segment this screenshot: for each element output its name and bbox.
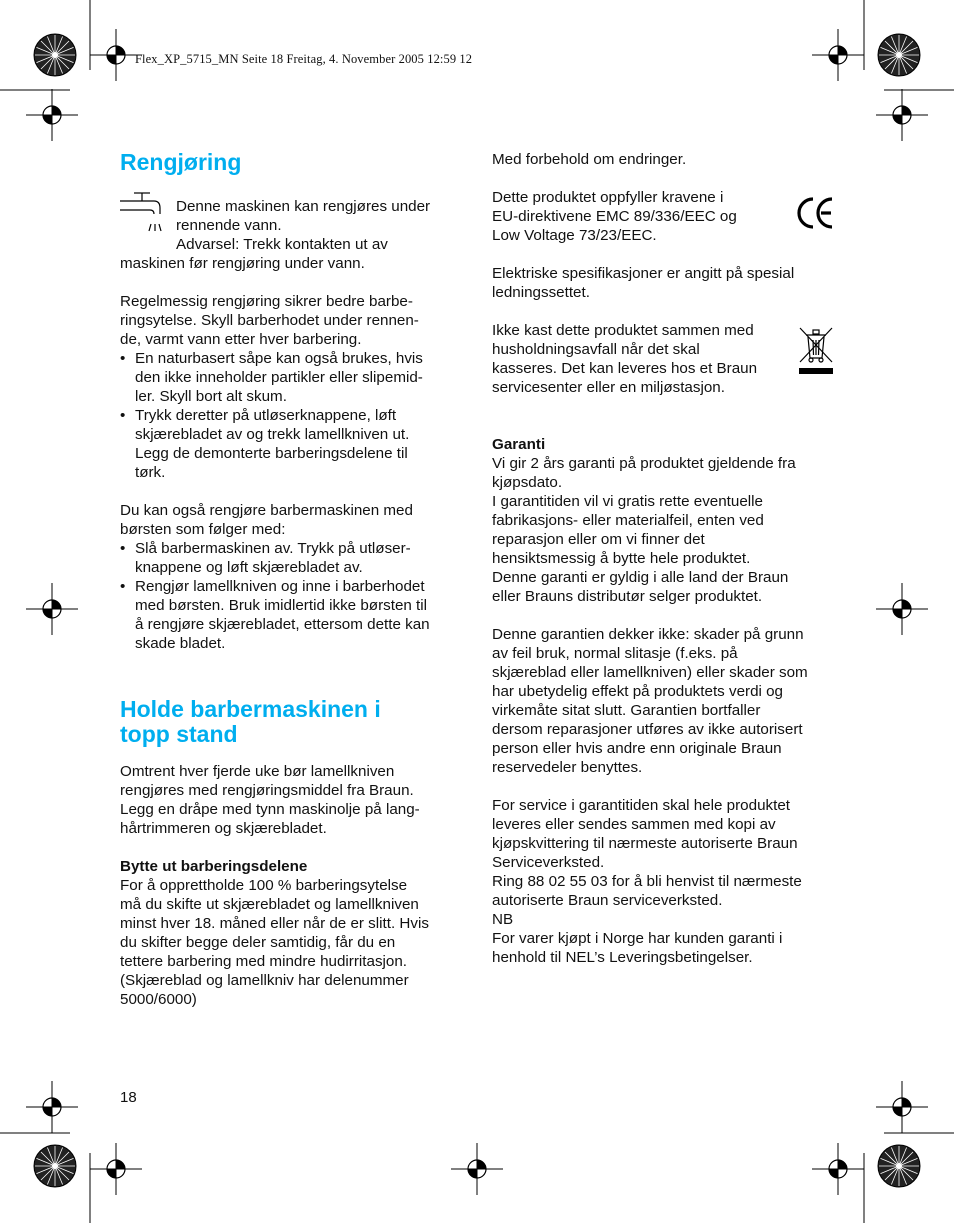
brush-intro: Du kan også rengjøre barbermaskinen med børsten som følger med: xyxy=(120,502,413,538)
list-item: • Slå barbermaskinen av. Trykk på utløser- knappene og løft skjærebladet av. xyxy=(120,539,465,577)
maintenance-text: Omtrent hver fjerde uke bør lamellkniven rengjøres med rengjøringsmiddel fra Braun. Legg en dråpe med tynn maskinolje på lang- hårtrimmeren og skjærebladet. xyxy=(120,763,420,837)
garanti-text-3: For service i garantitiden skal hele produktet leveres eller sendes sammen med kopi av kjøpskvittering til nærmeste autoriserte Braun Serviceverksted. Ring 88 02 55 03 for å bli henvist til nærmeste autoriserte Braun serviceverksted. NB For varer kjøpt i Norge har kunden garanti i henhold til NEL’s Leveringsbetingelser. xyxy=(492,797,802,966)
disposal-text: Ikke kast dette produktet sammen med husholdningsavfall når det skal kasseres. Det kan leveres hos et Braun servicesenter eller en miljøstasjon. xyxy=(492,322,758,396)
cleaning-intro: Regelmessig rengjøring sikrer bedre barbe- ringsytelse. Skyll barberhodet under rennen- de, varmt vann etter hver barbering. xyxy=(120,293,419,348)
page-number: 18 xyxy=(120,1089,137,1106)
right-column xyxy=(492,150,837,967)
list-item: • En naturbasert såpe kan også brukes, hvis den ikke inneholder partikler eller slipemid- ler. Skyll bort alt skum. xyxy=(120,349,465,406)
garanti-text-2: Denne garantien dekker ikke: skader på grunn av feil bruk, normal slitasje (f.eks. på skjæreblad eller lamellkniven) eller skader som har ubetydelig effekt på produktets verdi og virkemåte sitat slutt. Garantien bortfaller dersom reparasjoner utføres av ikke autorisert person eller hvis andre enn originale Braun reservedeler benyttes. xyxy=(492,626,808,776)
reservation-text: Med forbehold om endringer. xyxy=(492,151,687,168)
left-column xyxy=(120,150,465,1009)
replace-parts-text: For å opprettholde 100 % barberingsytelse må du skifte ut skjærebladet og lamellkniven minst hver 18. måned eller når de er slitt. Hvis du skifter begge deler samtidig, får du en tettere barbering med mindre hudirritasjon. (Skjæreblad og lamellkniv har delenummer 5000/6000) xyxy=(120,877,429,1008)
ce-text: Dette produktet oppfyller kravene i EU-direktivene EMC 89/336/EEC og Low Voltage 73/23/EEC. xyxy=(492,189,737,244)
subheading-replace-parts: Bytte ut barberingsdelene xyxy=(120,858,308,875)
crossed-bin-icon xyxy=(797,324,835,376)
heading-rengjoring: Rengjøring xyxy=(120,149,242,175)
list-item: • Rengjør lamellkniven og inne i barberhodet med børsten. Bruk imidlertid ikke børsten til å rengjøre skjærebladet, ettersom dette kan skade bladet. xyxy=(120,577,465,653)
garanti-heading: Garanti xyxy=(492,436,546,453)
electrical-spec-text: Elektriske spesifikasjoner er angitt på spesial ledningssettet. xyxy=(492,265,795,301)
heading-maintenance: Holde barbermaskinen i topp stand xyxy=(120,696,381,747)
faucet-text: Denne maskinen kan rengjøres under rennende vann. Advarsel: Trekk kontakten ut av xyxy=(176,198,431,253)
ce-mark-icon xyxy=(796,196,836,230)
list-item: • Trykk deretter på utløserknappene, løft skjærebladet av og trekk lamellkniven ut. Legg de demonterte barberingsdelene til tørk. xyxy=(120,406,465,482)
print-slug: Flex_XP_5715_MN Seite 18 Freitag, 4. November 2005 12:59 12 xyxy=(135,52,473,66)
faucet-icon xyxy=(120,190,164,234)
faucet-text-cont: maskinen før rengjøring under vann. xyxy=(120,255,365,272)
garanti-text-1: Vi gir 2 års garanti på produktet gjeldende fra kjøpsdato. I garantitiden vil vi gratis rette eventuelle fabrikasjons- eller materialfeil, enten ved reparasjon eller om vi finner det hensiktsmessig å bytte hele produktet. Denne garanti er gyldig i alle land der Braun eller Brauns distributør selger produktet. xyxy=(492,455,796,605)
